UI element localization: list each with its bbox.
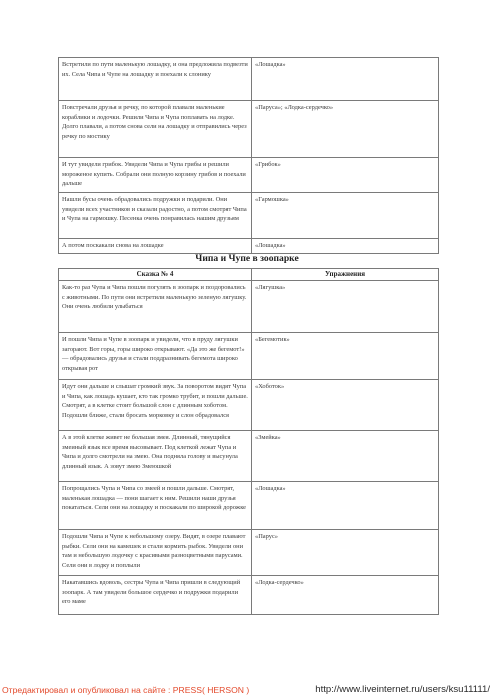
exercise-name: «Лошадка» — [252, 239, 439, 254]
header-story: Сказка № 4 — [59, 269, 252, 281]
source-url-link[interactable]: http://www.liveinternet.ru/users/ksu11111/ — [315, 684, 490, 695]
story-text: Накатавшись вдоволь, сестры Чупа и Чипа пришли в следующий зоопарк. А там увидели большое сердечко и подружки подарили его маме — [59, 576, 252, 615]
table-row — [59, 193, 439, 239]
exercise-name: «Грибок» — [252, 158, 439, 193]
story-text: А в этой клетке живет не большая змея. Длинный, тянущийся змеиный язык все время высовывает. Под клеткой лежат Чупа и Чипа и долго смотрели на змею. Она подняла голову и высунула длинный язык. А зовут змею Змеюшкой — [59, 431, 252, 482]
exercise-name: «Гармошка» — [252, 193, 439, 239]
table-row — [59, 281, 439, 333]
story-text: Повстречали друзья и речку, по которой плавали маленькие кораблики и лодочки. Решили Чипа и Чупа поплавать на лодке. Долго плавали, а потом снова сели на лошадку и отправились через речку по мостику — [59, 101, 252, 158]
exercise-name: «Паруса»; «Лодка-сердечко» — [252, 101, 439, 158]
header-exercise: Упражнения — [252, 269, 439, 281]
story-text: Нашли бусы очень обрадовались подружки и подарили. Они увидели всех участников и сказали радостно, а потом смотрят Чипа и Чупа на гармошку. Песенка очень понравилась нашим друзьям — [59, 193, 252, 239]
story-text: Попрощались Чупа и Чипа со змеей и пошли дальше. Смотрят, маленькая лошадка — пони шагает к ним. Решили наши друзья покататься. Сели они на лошадку и поскакали по широкой дорожке — [59, 482, 252, 530]
exercise-name: «Лошадка» — [252, 58, 439, 101]
table-row — [59, 576, 439, 615]
exercise-name: «Парус» — [252, 530, 439, 576]
section-title: Чипа и Чупе в зоопарке — [195, 253, 299, 264]
story-text: Как-то раз Чупа и Чипа пошли погулять в зоопарк и поздоровались с животными. По пути они встретили маленькую зеленую лягушку. Они очень любили улыбаться — [59, 281, 252, 333]
exercise-name: «Лошадка» — [252, 482, 439, 530]
exercise-name: «Лодка-сердечко» — [252, 576, 439, 615]
exercise-name: «Бегемотик» — [252, 333, 439, 380]
exercise-name: «Хоботок» — [252, 380, 439, 431]
table-row — [59, 101, 439, 158]
exercise-name: «Лягушка» — [252, 281, 439, 333]
story-text: Встретили по пути маленькую лошадку, и она предложила подвезти их. Села Чипа и Чупе на лошадку и поехали к слонику — [59, 58, 252, 101]
table-row — [59, 431, 439, 482]
table-header-row — [59, 269, 439, 281]
story-text: Идут они дальше и слышат громкий звук. За поворотом видят Чупа и Чипа, как лошадь кушает, кто так громко трубит, и пошли дальше. Смотрят, а в клетке стоит большой слон с длинным хоботом. Подошли ближе, стали бросать морковку и слон обрадовался — [59, 380, 252, 431]
table-row — [59, 482, 439, 530]
table-row — [59, 58, 439, 101]
story-text: Подошли Чипа и Чупе к небольшому озеру. Видят, в озере плавают рыбки. Сели они на камешек и стали кормить рыбок. Увидели они там и небольшую лодочку с красивыми разноцветными парусами. Сели они в лодку и поплыли — [59, 530, 252, 576]
story-table-4 — [58, 268, 439, 615]
exercise-name: «Змейка» — [252, 431, 439, 482]
table-row — [59, 530, 439, 576]
table-row — [59, 239, 439, 254]
table-row — [59, 333, 439, 380]
story-text: А потом поскакали снова на лошадке — [59, 239, 252, 254]
story-text: И пошли Чипа и Чупе в зоопарк и увидели, что в пруду лягушки загорают. Вот горы, горы широко открывают. «Да это же бегемот!» — обрадовались друзья и стали поддразнивать бегемота широко открывая рот — [59, 333, 252, 380]
table-row — [59, 380, 439, 431]
table-row — [59, 158, 439, 193]
publisher-watermark: Отредактировал и опубликовал на сайте : PRESS( HERSON ) — [2, 685, 250, 695]
story-table-continued — [58, 57, 439, 254]
story-text: И тут увидели грибок. Увидели Чипа и Чупа грибы и решили мороженое купить. Собрали они полную корзину грибов и поехали дальше — [59, 158, 252, 193]
